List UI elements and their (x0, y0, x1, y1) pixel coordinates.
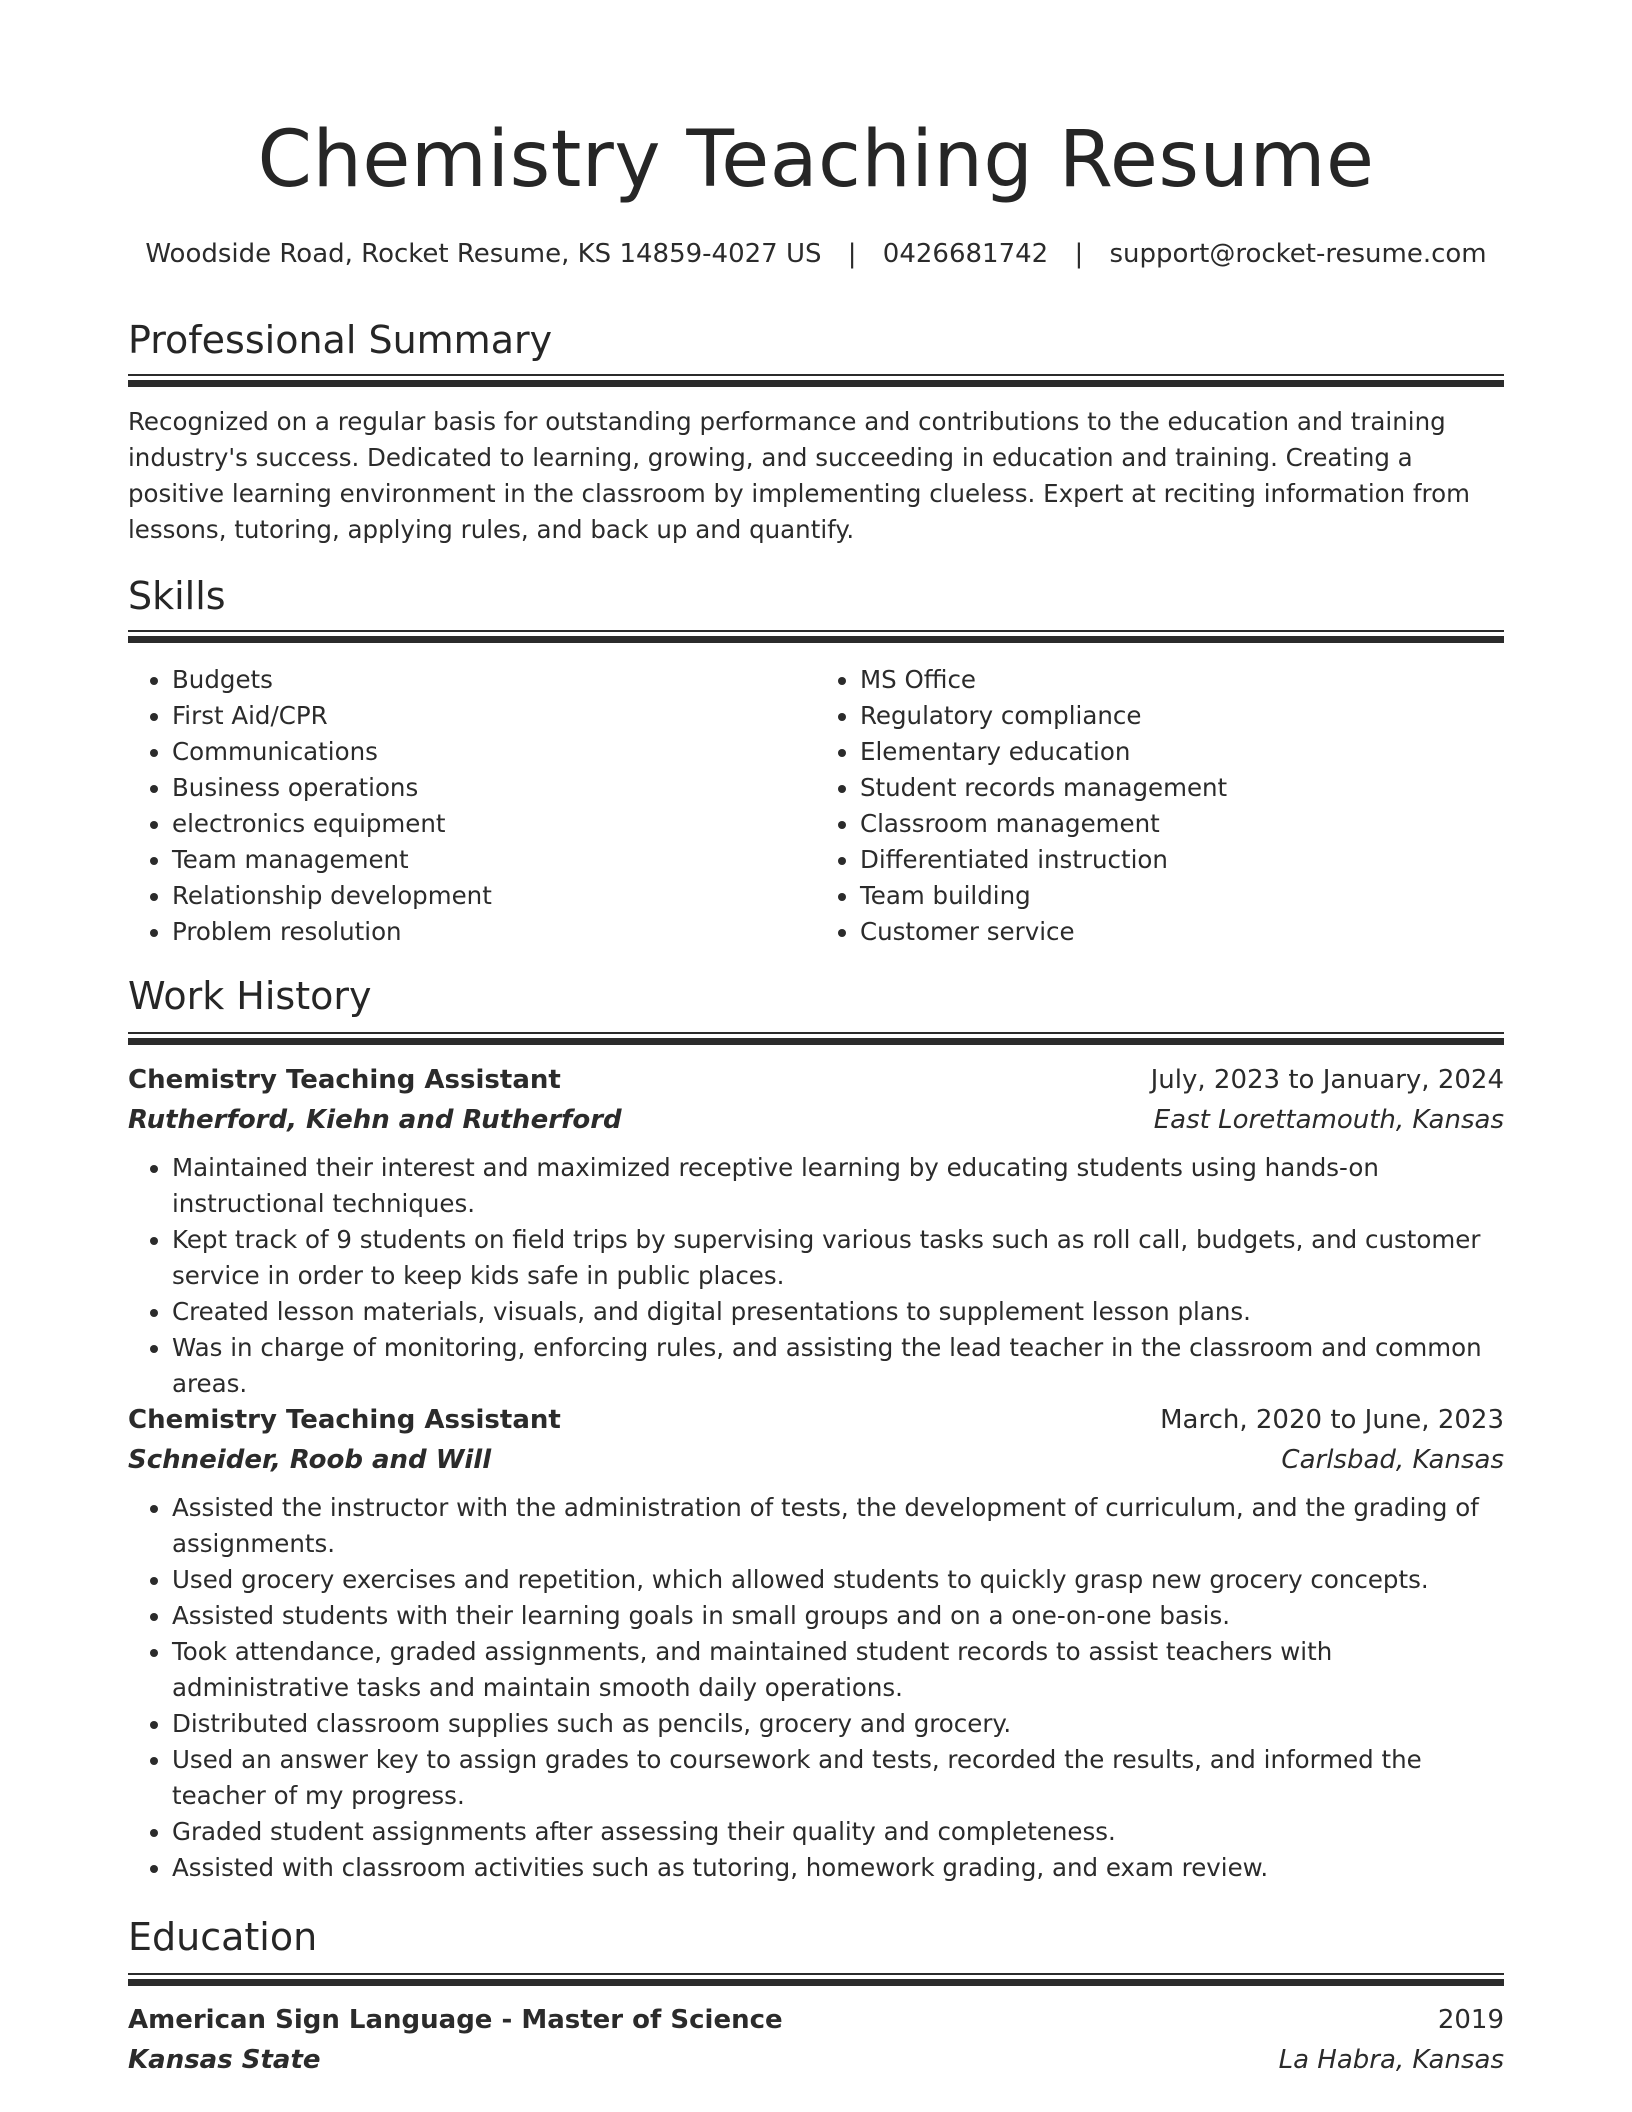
summary-heading: Professional Summary (128, 318, 553, 362)
skill-item: • Team building (860, 878, 1504, 914)
job-dates: July, 2023 to January, 2024 (1150, 1065, 1504, 1095)
skill-item: • Budgets (172, 662, 816, 698)
section-divider (128, 630, 1504, 632)
job-dates: March, 2020 to June, 2023 (1160, 1405, 1504, 1435)
section-divider (128, 1973, 1504, 1975)
skills-column-right (816, 662, 1504, 950)
job-bullet: • Assisted with classroom activities such as tutoring, homework grading, and exam review. (172, 1850, 1504, 1886)
skill-item: • Student records management (860, 770, 1504, 806)
contact-line (0, 239, 1632, 269)
job-title: Chemistry Teaching Assistant (128, 1065, 561, 1095)
education-entry (128, 2000, 1504, 2080)
skills-section-header (128, 574, 1504, 620)
section-divider (128, 380, 1504, 387)
education-school: Kansas State (128, 2045, 321, 2075)
job-bullet: • Was in charge of monitoring, enforcing rules, and assisting the lead teacher in the classroom and common areas. (172, 1330, 1504, 1402)
skills-heading: Skills (128, 574, 226, 618)
skill-item: • Classroom management (860, 806, 1504, 842)
skill-item: • electronics equipment (172, 806, 816, 842)
section-divider (128, 1979, 1504, 1986)
job-bullet: • Used grocery exercises and repetition, which allowed students to quickly grasp new grocery concepts. (172, 1562, 1504, 1598)
skill-item: • Relationship development (172, 878, 816, 914)
contact-address: Woodside Road, Rocket Resume, KS 14859-4027 US (145, 239, 822, 269)
education-degree: American Sign Language - Master of Science (128, 2005, 783, 2035)
job-bullet: • Assisted students with their learning goals in small groups and on a one-on-one basis. (172, 1598, 1504, 1634)
job-employer: Rutherford, Kiehn and Rutherford (128, 1105, 622, 1135)
job-bullet: • Created lesson materials, visuals, and digital presentations to supplement lesson plans. (172, 1294, 1504, 1330)
skill-item: • Communications (172, 734, 816, 770)
job-bullet: • Distributed classroom supplies such as pencils, grocery and grocery. (172, 1706, 1504, 1742)
work-section-header (128, 974, 1504, 1020)
job-bullet: • Graded student assignments after assessing their quality and completeness. (172, 1814, 1504, 1850)
summary-text: Recognized on a regular basis for outstanding performance and contributions to the education and training industry's success. Dedicated to learning, growing, and succeeding in education and training. Creating a positive learning environment in the classroom by implementing clueless. Expert at reciting information from lessons, tutoring, applying rules, and back up and quantify. (128, 407, 1470, 544)
contact-separator: | (847, 239, 857, 269)
skills-list (128, 662, 1504, 950)
skill-item: • Team management (172, 842, 816, 878)
skill-item: • First Aid/CPR (172, 698, 816, 734)
section-divider (128, 1038, 1504, 1045)
job-bullets (128, 1150, 1504, 1402)
section-divider (128, 1032, 1504, 1034)
job-employer: Schneider, Roob and Will (128, 1445, 492, 1475)
resume-title: Chemistry Teaching Resume (257, 115, 1375, 205)
skill-item: • MS Office (860, 662, 1504, 698)
job-bullets (128, 1490, 1504, 1886)
job-bullet: • Used an answer key to assign grades to coursework and tests, recorded the results, and informed the teacher of my progress. (172, 1742, 1504, 1814)
job-location: East Lorettamouth, Kansas (1153, 1105, 1504, 1135)
skill-item: • Regulatory compliance (860, 698, 1504, 734)
section-divider (128, 374, 1504, 376)
contact-separator: | (1074, 239, 1084, 269)
education-location: La Habra, Kansas (1278, 2045, 1504, 2075)
education-year: 2019 (1437, 2005, 1504, 2035)
work-heading: Work History (128, 974, 372, 1018)
skill-item: • Problem resolution (172, 914, 816, 950)
job-bullet: • Maintained their interest and maximized receptive learning by educating students using hands-on instructional techniques. (172, 1150, 1504, 1222)
job-location: Carlsbad, Kansas (1281, 1445, 1504, 1475)
skill-item: • Differentiated instruction (860, 842, 1504, 878)
job-entry (128, 1400, 1504, 1886)
job-bullet: • Kept track of 9 students on field trips by supervising various tasks such as roll call, budgets, and customer service in order to keep kids safe in public places. (172, 1222, 1504, 1294)
skill-item: • Customer service (860, 914, 1504, 950)
skill-item: • Elementary education (860, 734, 1504, 770)
job-entry (128, 1060, 1504, 1402)
job-bullet: • Assisted the instructor with the administration of tests, the development of curriculum, and the grading of assignments. (172, 1490, 1504, 1562)
skill-item: • Business operations (172, 770, 816, 806)
education-section-header (128, 1915, 1504, 1961)
job-title: Chemistry Teaching Assistant (128, 1405, 561, 1435)
contact-email: support@rocket-resume.com (1109, 239, 1487, 269)
section-divider (128, 636, 1504, 643)
skills-column-left (128, 662, 816, 950)
job-bullet: • Took attendance, graded assignments, and maintained student records to assist teachers with administrative tasks and maintain smooth daily operations. (172, 1634, 1504, 1706)
education-heading: Education (128, 1915, 318, 1959)
contact-phone: 0426681742 (882, 239, 1049, 269)
summary-section-header (128, 318, 1504, 364)
